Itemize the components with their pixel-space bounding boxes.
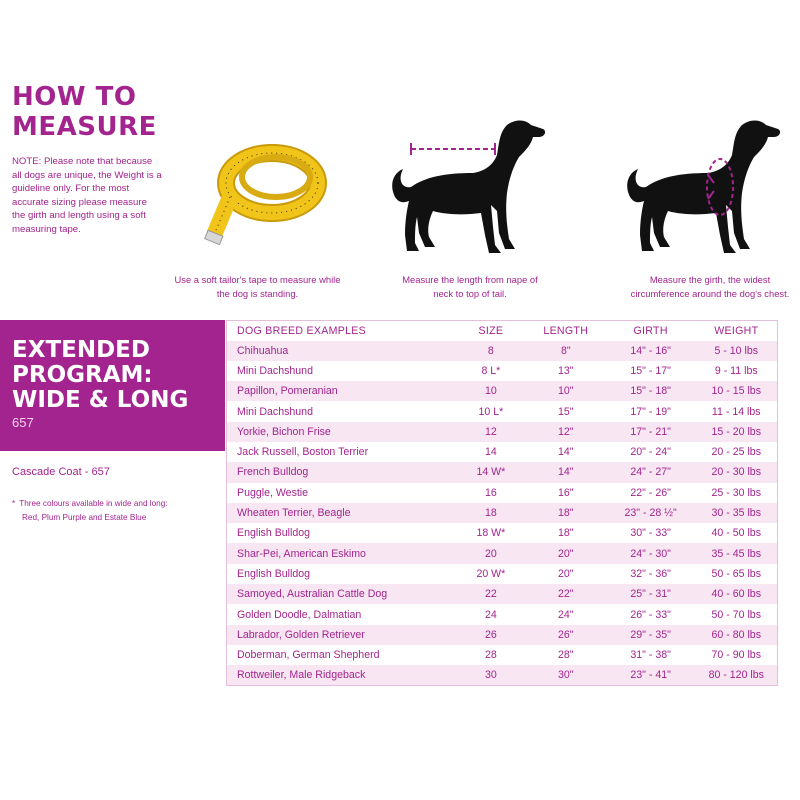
cell-girth: 26" - 33" — [606, 604, 696, 624]
table-row — [227, 543, 778, 563]
cell-length: 18" — [526, 503, 606, 523]
cell-weight: 40 - 50 lbs — [696, 523, 778, 543]
cell-length: 10" — [526, 381, 606, 401]
cell-length: 14" — [526, 462, 606, 482]
table-row — [227, 503, 778, 523]
cell-weight: 5 - 10 lbs — [696, 341, 778, 361]
cell-girth: 15" - 18" — [606, 381, 696, 401]
cell-weight: 50 - 70 lbs — [696, 604, 778, 624]
dog-girth-icon — [620, 115, 795, 265]
cell-size: 8 — [456, 341, 526, 361]
cell-length: 18" — [526, 523, 606, 543]
cell-girth: 22" - 26" — [606, 483, 696, 503]
cell-length: 20" — [526, 564, 606, 584]
cell-breed: Mini Dachshund — [227, 401, 456, 421]
cell-size: 30 — [456, 665, 526, 685]
cell-length: 16" — [526, 483, 606, 503]
header-girth: GIRTH — [606, 321, 696, 341]
table-row — [227, 564, 778, 584]
table-row — [227, 422, 778, 442]
cell-girth: 17" - 21" — [606, 422, 696, 442]
cell-girth: 14" - 16" — [606, 341, 696, 361]
cell-breed: Golden Doodle, Dalmatian — [227, 604, 456, 624]
cell-length: 22" — [526, 584, 606, 604]
cell-size: 18 — [456, 503, 526, 523]
cell-girth: 20" - 24" — [606, 442, 696, 462]
dog-length-icon — [385, 115, 560, 265]
table-row — [227, 483, 778, 503]
cell-weight: 70 - 90 lbs — [696, 645, 778, 665]
table-row — [227, 584, 778, 604]
cell-length: 28" — [526, 645, 606, 665]
cell-girth: 15" - 17" — [606, 361, 696, 381]
colours-note-line2: Red, Plum Purple and Estate Blue — [22, 513, 147, 522]
cell-girth: 32" - 36" — [606, 564, 696, 584]
cell-girth: 17" - 19" — [606, 401, 696, 421]
table-row — [227, 401, 778, 421]
cell-weight: 50 - 65 lbs — [696, 564, 778, 584]
size-chart-table — [226, 320, 778, 686]
colours-note-line1: Three colours available in wide and long: — [19, 499, 168, 508]
cell-breed: Puggle, Westie — [227, 483, 456, 503]
cell-breed: Papillon, Pomeranian — [227, 381, 456, 401]
cell-size: 14 — [456, 442, 526, 462]
cell-girth: 24" - 30" — [606, 543, 696, 563]
colours-note — [12, 497, 212, 525]
cell-weight: 35 - 45 lbs — [696, 543, 778, 563]
cell-size: 26 — [456, 625, 526, 645]
cell-length: 26" — [526, 625, 606, 645]
cell-size: 10 L* — [456, 401, 526, 421]
cell-size: 22 — [456, 584, 526, 604]
cell-weight: 11 - 14 lbs — [696, 401, 778, 421]
coat-label: Cascade Coat - 657 — [12, 466, 110, 478]
measuring-tape-icon — [200, 135, 340, 255]
cell-length: 15" — [526, 401, 606, 421]
table-row — [227, 462, 778, 482]
cell-girth: 31" - 38" — [606, 645, 696, 665]
cell-girth: 30" - 33" — [606, 523, 696, 543]
cell-breed: Wheaten Terrier, Beagle — [227, 503, 456, 523]
cell-breed: Shar-Pei, American Eskimo — [227, 543, 456, 563]
cell-size: 20 W* — [456, 564, 526, 584]
cell-weight: 40 - 60 lbs — [696, 584, 778, 604]
table-row — [227, 523, 778, 543]
cell-breed: Mini Dachshund — [227, 361, 456, 381]
cell-length: 13" — [526, 361, 606, 381]
cell-weight: 80 - 120 lbs — [696, 665, 778, 685]
cell-size: 14 W* — [456, 462, 526, 482]
header-breed: DOG BREED EXAMPLES — [227, 321, 456, 341]
cell-size: 8 L* — [456, 361, 526, 381]
cell-breed: English Bulldog — [227, 523, 456, 543]
cell-breed: Rottweiler, Male Ridgeback — [227, 665, 456, 685]
cell-breed: Jack Russell, Boston Terrier — [227, 442, 456, 462]
cell-weight: 10 - 15 lbs — [696, 381, 778, 401]
cell-girth: 25" - 31" — [606, 584, 696, 604]
cell-weight: 25 - 30 lbs — [696, 483, 778, 503]
program-banner — [0, 320, 225, 451]
cell-length: 12" — [526, 422, 606, 442]
cell-length: 20" — [526, 543, 606, 563]
cell-breed: Labrador, Golden Retriever — [227, 625, 456, 645]
table-row — [227, 361, 778, 381]
table-row — [227, 604, 778, 624]
cell-length: 8" — [526, 341, 606, 361]
cell-breed: English Bulldog — [227, 564, 456, 584]
colours-note-star: * — [12, 499, 16, 508]
table-header-row — [227, 321, 778, 341]
cell-length: 24" — [526, 604, 606, 624]
cell-size: 16 — [456, 483, 526, 503]
table-row — [227, 381, 778, 401]
cell-girth: 24" - 27" — [606, 462, 696, 482]
cell-size: 10 — [456, 381, 526, 401]
program-code: 657 — [12, 415, 34, 430]
cell-breed: French Bulldog — [227, 462, 456, 482]
cell-weight: 60 - 80 lbs — [696, 625, 778, 645]
cell-length: 14" — [526, 442, 606, 462]
cell-breed: Samoyed, Australian Cattle Dog — [227, 584, 456, 604]
cell-weight: 30 - 35 lbs — [696, 503, 778, 523]
tape-caption: Use a soft tailor's tape to measure while the dog is standing. — [174, 274, 341, 299]
girth-caption: Measure the girth, the widest circumference around the dog's chest. — [630, 274, 790, 299]
header-weight: WEIGHT — [696, 321, 778, 341]
cell-girth: 23" - 41" — [606, 665, 696, 685]
cell-length: 30" — [526, 665, 606, 685]
cell-weight: 20 - 25 lbs — [696, 442, 778, 462]
cell-weight: 20 - 30 lbs — [696, 462, 778, 482]
cell-breed: Chihuahua — [227, 341, 456, 361]
table-row — [227, 665, 778, 685]
how-to-measure-title: HOW TO MEASURE — [12, 82, 157, 142]
table-row — [227, 645, 778, 665]
cell-size: 20 — [456, 543, 526, 563]
cell-weight: 9 - 11 lbs — [696, 361, 778, 381]
cell-girth: 29" - 35" — [606, 625, 696, 645]
header-size: SIZE — [456, 321, 526, 341]
cell-breed: Doberman, German Shepherd — [227, 645, 456, 665]
cell-girth: 23" - 28 ½" — [606, 503, 696, 523]
cell-size: 24 — [456, 604, 526, 624]
table-row — [227, 442, 778, 462]
header-length: LENGTH — [526, 321, 606, 341]
program-title: EXTENDED PROGRAM: WIDE & LONG — [12, 337, 189, 413]
table-row — [227, 625, 778, 645]
table-row — [227, 341, 778, 361]
how-to-measure-note: NOTE: Please note that because all dogs are unique, the Weight is a guideline only. For the most accurate sizing please measure the girth and length using a soft measuring tape. — [12, 156, 162, 235]
length-caption: Measure the length from nape of neck to top of tail. — [402, 274, 538, 299]
cell-size: 18 W* — [456, 523, 526, 543]
cell-size: 12 — [456, 422, 526, 442]
cell-breed: Yorkie, Bichon Frise — [227, 422, 456, 442]
cell-weight: 15 - 20 lbs — [696, 422, 778, 442]
cell-size: 28 — [456, 645, 526, 665]
